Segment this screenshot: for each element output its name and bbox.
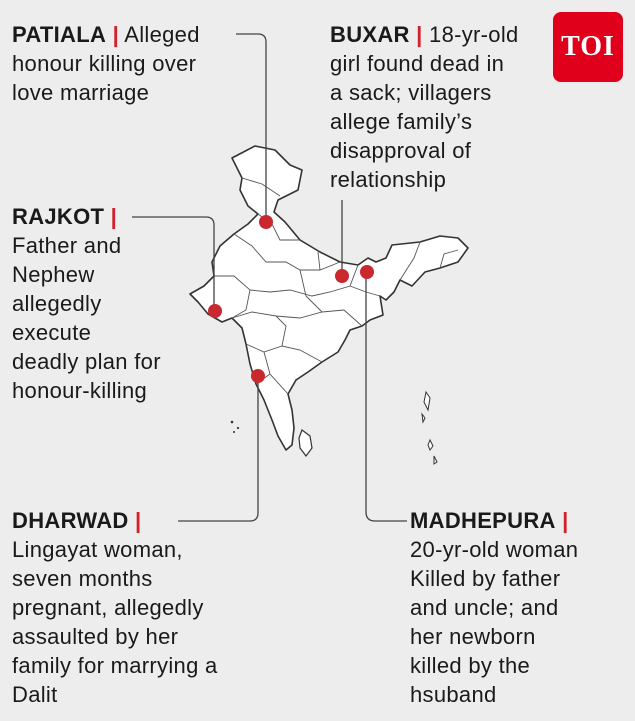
rajkot-line-1 <box>12 202 161 231</box>
madhepura-marker <box>360 265 374 279</box>
dharwad-leader <box>178 376 258 521</box>
description-text: hsuband <box>410 682 497 707</box>
description-text: family for marrying a <box>12 653 218 678</box>
description-text: and uncle; and <box>410 595 559 620</box>
description-text: her newborn <box>410 624 536 649</box>
separator: | <box>416 22 423 47</box>
separator: | <box>110 204 118 229</box>
buxar-line-1 <box>330 20 519 49</box>
logo-text: TOI <box>561 31 615 62</box>
rajkot-callout <box>12 202 161 405</box>
madhepura-line-1 <box>410 506 578 535</box>
description-text: killed by the <box>410 653 531 678</box>
lakshadweep-islands <box>231 421 239 433</box>
description-text: honour killing over <box>12 51 197 76</box>
description-text: relationship <box>330 167 447 192</box>
andaman-islands <box>422 392 437 464</box>
dharwad-callout <box>12 506 218 709</box>
description-text: allege family’s <box>330 109 473 134</box>
buxar-callout <box>330 20 519 194</box>
description-text: execute <box>12 320 92 345</box>
buxar-marker <box>335 269 349 283</box>
description-text: love marriage <box>12 80 150 105</box>
description-text: assaulted by her <box>12 624 179 649</box>
separator: | <box>562 508 569 533</box>
sri-lanka-outline <box>299 430 312 456</box>
description-text: 20-yr-old woman <box>410 537 579 562</box>
place-name: PATIALA <box>12 22 107 47</box>
toi-logo <box>553 12 623 82</box>
place-name: RAJKOT <box>12 204 105 229</box>
description-text: Nephew <box>12 262 95 287</box>
description-text: Father and <box>12 233 122 258</box>
description-text: seven months <box>12 566 153 591</box>
description-text: disapproval of <box>330 138 472 163</box>
description-text: allegedly <box>12 291 102 316</box>
rajkot-marker <box>208 304 222 318</box>
separator: | <box>135 508 142 533</box>
patiala-marker <box>259 215 273 229</box>
place-name: DHARWAD <box>12 508 129 533</box>
description-text: deadly plan for <box>12 349 161 374</box>
description-text: pregnant, allegedly <box>12 595 204 620</box>
description-text: Alleged <box>124 22 200 47</box>
patiala-line-1 <box>12 20 200 49</box>
separator: | <box>112 22 120 47</box>
description-text: a sack; villagers <box>330 80 492 105</box>
madhepura-callout <box>410 506 578 709</box>
description-text: girl found dead in <box>330 51 505 76</box>
description-text: Dalit <box>12 682 58 707</box>
dharwad-marker <box>251 369 265 383</box>
dharwad-line-1 <box>12 506 218 535</box>
description-text: honour-killing <box>12 378 148 403</box>
place-name: BUXAR <box>330 22 410 47</box>
description-text: Killed by father <box>410 566 561 591</box>
patiala-callout <box>12 20 200 107</box>
description-text: Lingayat woman, <box>12 537 183 562</box>
description-text: 18-yr-old <box>429 22 519 47</box>
place-name: MADHEPURA <box>410 508 556 533</box>
